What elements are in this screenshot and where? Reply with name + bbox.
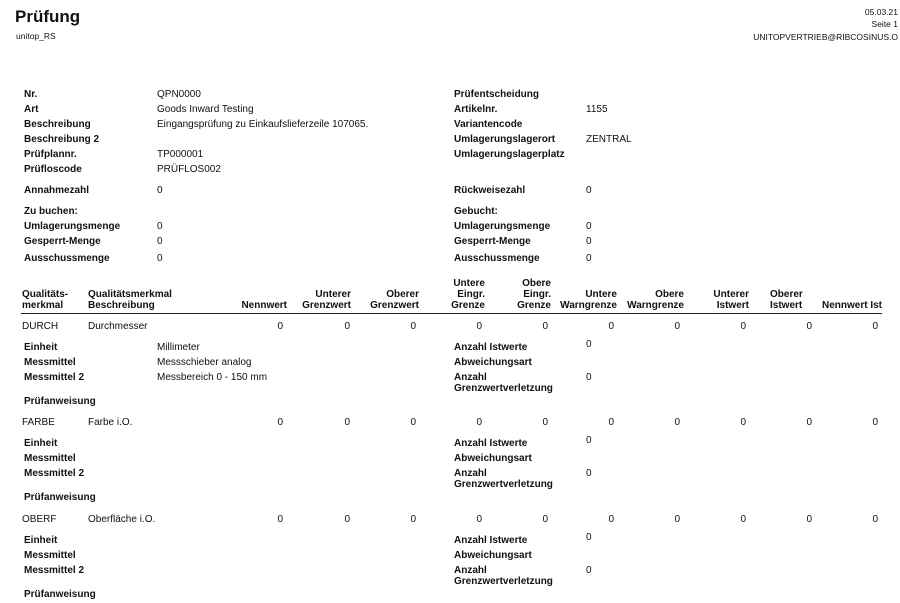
row-value: 0: [872, 514, 878, 525]
row-value: 0: [344, 514, 350, 525]
row-value: 0: [410, 514, 416, 525]
detail-value-anzahl-istwerte: 0: [586, 532, 592, 543]
detail-label-abweichungsart: Abweichungsart: [454, 357, 532, 368]
label-annahmezahl: Annahmezahl: [24, 185, 90, 196]
detail-label-grenzwertverletzung: Anzahl Grenzwertverletzung: [454, 565, 553, 587]
detail-label-anzahl-istwerte: Anzahl Istwerte: [454, 535, 528, 546]
row-value: 0: [608, 417, 614, 428]
detail-label-einheit: Einheit: [24, 535, 58, 546]
row-value: 0: [740, 514, 746, 525]
label-umlagerungsmenge-right: Umlagerungsmenge: [454, 221, 551, 232]
detail-value-grenzwertverletzung: 0: [586, 372, 592, 383]
label-beschreibung-2: Beschreibung 2: [24, 134, 100, 145]
label-nr: Nr.: [24, 89, 38, 100]
detail-label-grenzwertverletzung: Anzahl Grenzwertverletzung: [454, 372, 553, 394]
detail-label-messmittel-2: Messmittel 2: [24, 565, 85, 576]
label-art: Art: [24, 104, 39, 115]
column-header-untere-warngrenze: Untere Warngrenze: [560, 289, 617, 311]
row-value: 0: [872, 321, 878, 332]
detail-label-pruefanweisung: Prüfanweisung: [24, 396, 96, 407]
row-value: 0: [674, 321, 680, 332]
value-nr: QPN0000: [157, 89, 201, 100]
label-umlagerungslagerort: Umlagerungslagerort: [454, 134, 556, 145]
detail-value-messmittel: Messschieber analog: [157, 357, 252, 368]
detail-label-abweichungsart: Abweichungsart: [454, 453, 532, 464]
value-rueckweisezahl: 0: [586, 185, 592, 196]
detail-label-messmittel-2: Messmittel 2: [24, 372, 85, 383]
detail-label-messmittel-2: Messmittel 2: [24, 468, 85, 479]
value-artikelnr: 1155: [586, 104, 608, 115]
detail-label-anzahl-istwerte: Anzahl Istwerte: [454, 438, 528, 449]
label-pruefentscheidung: Prüfentscheidung: [454, 89, 540, 100]
row-value: 0: [542, 321, 548, 332]
column-header-oberer-grenzwert: Oberer Grenzwert: [370, 289, 419, 311]
label-rueckweisezahl: Rückweisezahl: [454, 185, 526, 196]
row-description: Farbe i.O.: [88, 417, 133, 428]
row-value: 0: [476, 417, 482, 428]
row-value: 0: [277, 321, 283, 332]
row-value: 0: [806, 514, 812, 525]
column-header-untere-eingr-grenze: Untere Eingr. Grenze: [451, 278, 485, 311]
label-variantencode: Variantencode: [454, 119, 523, 130]
user-id: UNITOPVERTRIEB@RIBCOSINUS.O: [753, 32, 898, 42]
detail-label-pruefanweisung: Prüfanweisung: [24, 492, 96, 503]
print-date: 05.03.21: [864, 7, 898, 17]
value-beschreibung: Eingangsprüfung zu Einkaufslieferzeile 107065.: [157, 119, 369, 130]
row-value: 0: [476, 514, 482, 525]
detail-value-einheit: Millimeter: [157, 342, 200, 353]
row-value: 0: [277, 417, 283, 428]
row-code: OBERF: [22, 514, 57, 525]
detail-label-messmittel: Messmittel: [24, 357, 76, 368]
row-value: 0: [542, 514, 548, 525]
detail-label-anzahl-istwerte: Anzahl Istwerte: [454, 342, 528, 353]
row-value: 0: [344, 321, 350, 332]
label-gesperrt-left: Gesperrt-Menge: [24, 236, 101, 247]
label-ausschuss-right: Ausschussmenge: [454, 253, 540, 264]
label-pruefplannr: Prüfplannr.: [24, 149, 77, 160]
detail-label-messmittel: Messmittel: [24, 550, 76, 561]
detail-value-grenzwertverletzung: 0: [586, 565, 592, 576]
row-value: 0: [674, 514, 680, 525]
row-value: 0: [872, 417, 878, 428]
row-value: 0: [806, 417, 812, 428]
value-umlagerungslagerort: ZENTRAL: [586, 134, 632, 145]
label-zu-buchen: Zu buchen:: [24, 206, 78, 217]
column-header-obere-eingr-grenze: Obere Eingr. Grenze: [517, 278, 551, 311]
row-value: 0: [608, 321, 614, 332]
value-gesperrt-left: 0: [157, 236, 163, 247]
label-prueflos: Prüfloscode: [24, 164, 82, 175]
value-pruefplannr: TP000001: [157, 149, 204, 160]
value-prueflos: PRÜFLOS002: [157, 164, 221, 175]
table-header-rule: [21, 313, 882, 314]
row-description: Durchmesser: [88, 321, 148, 332]
column-header-nennwert: Nennwert: [241, 300, 287, 311]
detail-label-abweichungsart: Abweichungsart: [454, 550, 532, 561]
row-value: 0: [608, 514, 614, 525]
detail-label-messmittel: Messmittel: [24, 453, 76, 464]
label-beschreibung: Beschreibung: [24, 119, 91, 130]
column-header-qm: Qualitäts- merkmal: [22, 289, 69, 311]
column-header-qm-desc: Qualitätsmerkmal Beschreibung: [88, 289, 172, 311]
detail-label-grenzwertverletzung: Anzahl Grenzwertverletzung: [454, 468, 553, 490]
page-title: Prüfung: [15, 7, 81, 26]
row-code: DURCH: [22, 321, 59, 332]
row-value: 0: [476, 321, 482, 332]
detail-label-einheit: Einheit: [24, 342, 58, 353]
row-code: FARBE: [22, 417, 55, 428]
detail-value-grenzwertverletzung: 0: [586, 468, 592, 479]
row-value: 0: [410, 321, 416, 332]
row-description: Oberfläche i.O.: [88, 514, 156, 525]
label-umlagerungslagerplatz: Umlagerungslagerplatz: [454, 149, 565, 160]
detail-value-anzahl-istwerte: 0: [586, 339, 592, 350]
row-value: 0: [674, 417, 680, 428]
column-header-nennwert-ist: Nennwert Ist: [821, 300, 882, 311]
row-value: 0: [806, 321, 812, 332]
row-value: 0: [740, 321, 746, 332]
value-annahmezahl: 0: [157, 185, 163, 196]
label-ausschuss-left: Ausschussmenge: [24, 253, 110, 264]
value-art: Goods Inward Testing: [157, 104, 254, 115]
column-header-obere-warngrenze: Obere Warngrenze: [627, 289, 684, 311]
row-value: 0: [410, 417, 416, 428]
column-header-unterer-grenzwert: Unterer Grenzwert: [302, 289, 351, 311]
value-umlagerungsmenge-left: 0: [157, 221, 163, 232]
detail-label-pruefanweisung: Prüfanweisung: [24, 589, 96, 600]
value-gesperrt-right: 0: [586, 236, 592, 247]
row-value: 0: [740, 417, 746, 428]
label-gebucht: Gebucht:: [454, 206, 498, 217]
row-value: 0: [344, 417, 350, 428]
page-subtitle: unitop_RS: [16, 31, 56, 41]
column-header-unterer-istwert: Unterer Istwert: [713, 289, 749, 311]
value-ausschuss-right: 0: [586, 253, 592, 264]
detail-value-anzahl-istwerte: 0: [586, 435, 592, 446]
detail-label-einheit: Einheit: [24, 438, 58, 449]
page-number: Seite 1: [871, 19, 898, 29]
value-ausschuss-left: 0: [157, 253, 163, 264]
label-umlagerungsmenge-left: Umlagerungsmenge: [24, 221, 121, 232]
detail-value-messmittel-2: Messbereich 0 - 150 mm: [157, 372, 268, 383]
label-artikelnr: Artikelnr.: [454, 104, 498, 115]
label-gesperrt-right: Gesperrt-Menge: [454, 236, 531, 247]
value-umlagerungsmenge-right: 0: [586, 221, 592, 232]
row-value: 0: [542, 417, 548, 428]
column-header-oberer-istwert: Oberer Istwert: [770, 289, 803, 311]
row-value: 0: [277, 514, 283, 525]
